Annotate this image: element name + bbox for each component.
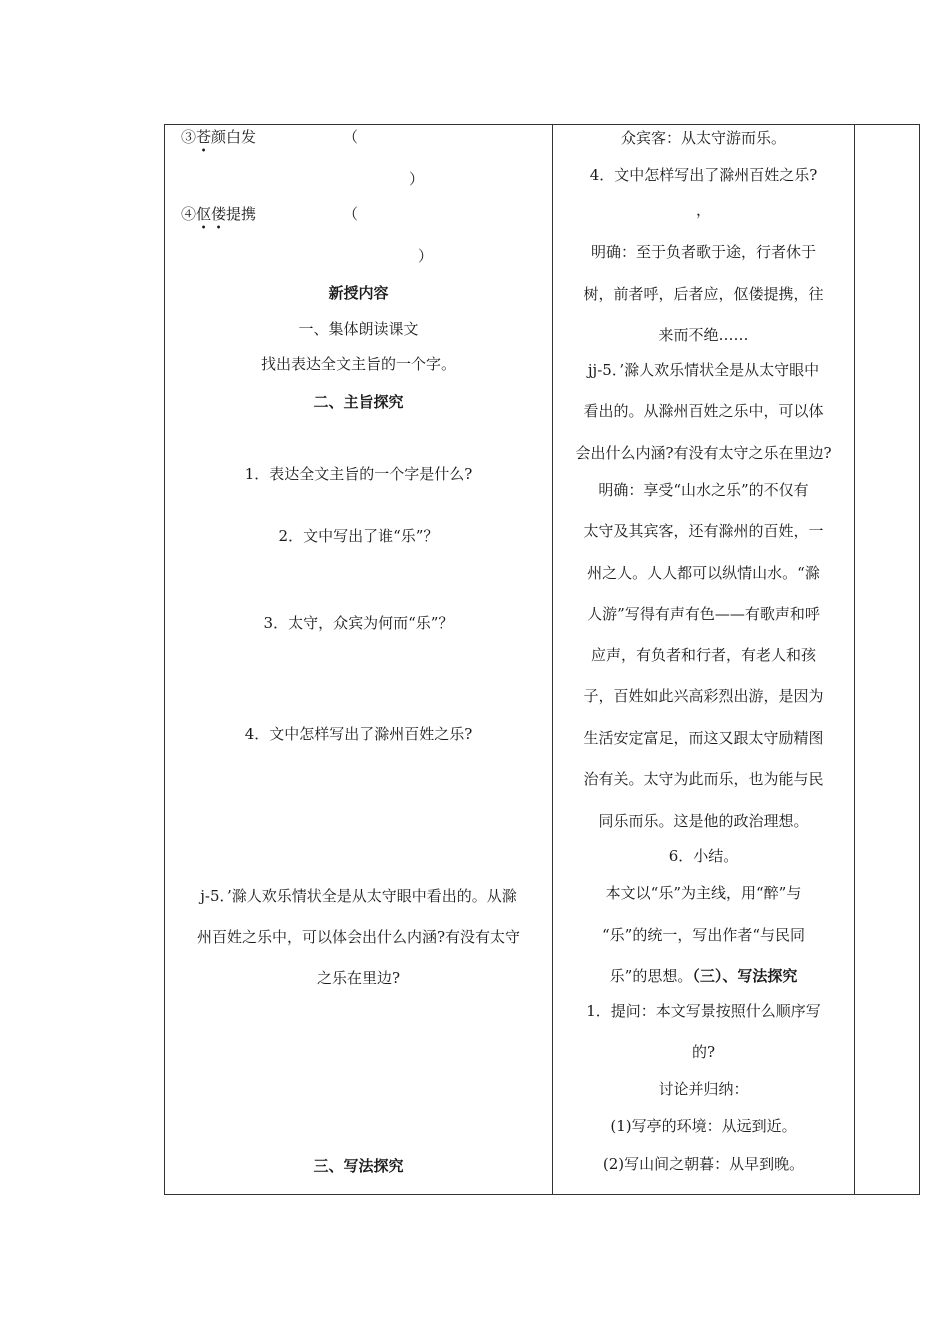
question-5-line: 之乐在里边? [316, 969, 401, 987]
answer-line: 树，前者呼，后者应，伛偻提携，往 [583, 285, 824, 303]
answer-line: 应声，有负者和行者，有老人和孩 [590, 646, 816, 664]
answer-line: 同乐而乐。这是他的政治理想。 [598, 812, 809, 830]
blank-paren-close: ） [418, 247, 434, 265]
vocab-item-3: ③苍颜白发 [181, 128, 257, 146]
answer-line: 1．提问：本文写景按照什么顺序写 [586, 1002, 821, 1020]
answer-line: 州之人。人人都可以纵情山水。“滁 [587, 564, 820, 582]
answer-line: “乐”的统一，写出作者“与民同 [601, 926, 805, 944]
answer-line: 会出什么内涵?有没有太守之乐在里边? [575, 444, 832, 462]
column-divider [854, 125, 855, 1194]
answer-line: 人游”写得有声有色——有歌声和呼 [587, 605, 820, 623]
answer-line: (1)写亭的环境：从远到近。 [610, 1117, 797, 1135]
question-4: 4．文中怎样写出了滁州百姓之乐? [244, 725, 473, 743]
answer-line: 来而不绝…… [658, 326, 749, 344]
question-3: 3．太守，众宾为何而“乐”？ [263, 614, 454, 632]
answer-line: 看出的。从滁州百姓之乐中，可以体 [583, 402, 824, 420]
answer-line: 6．小结。 [668, 847, 739, 865]
answer-line: jj-5．’滁人欢乐情状全是从太守眼中 [587, 361, 820, 379]
question-2: 2．文中写出了谁“乐”？ [278, 527, 439, 545]
answer-line: 的? [691, 1043, 716, 1061]
answer-line: 明确：至于负者歌于途，行者休于 [590, 243, 816, 261]
answer-line: 4．文中怎样写出了滁州百姓之乐? [589, 166, 818, 184]
answer-line: 众宾客：从太守游而乐。 [620, 129, 786, 147]
blank-paren-close: ） [409, 170, 425, 188]
answer-line: 子，百姓如此兴高彩烈出游，是因为 [583, 687, 824, 705]
answer-line: 乐”的思想。（三）、写法探究 [609, 967, 798, 985]
emphasis-char: 伛 [196, 205, 212, 223]
answer-line: 明确：享受“山水之乐”的不仅有 [598, 481, 809, 499]
section-heading: 新授内容 [328, 284, 389, 302]
answer-line: 本文以“乐”为主线，用“醉”与 [605, 884, 802, 902]
section-title: 二、主旨探究 [313, 393, 404, 411]
section-title: （三）、写法探究 [692, 967, 798, 985]
answer-line: 生活安定富足，而这又跟太守励精图 [583, 729, 824, 747]
section-title: 三、写法探究 [313, 1157, 404, 1175]
blank-paren-open: （ [343, 205, 359, 223]
vocab-item-4: ④伛偻提携 [181, 205, 257, 223]
section-title: 一、集体朗读课文 [298, 320, 419, 338]
blank-paren-open: （ [343, 128, 359, 146]
question-5-line: j-5．’滁人欢乐情状全是从太守眼中看出的。从滁 [200, 887, 517, 905]
lesson-table [164, 124, 920, 1195]
answer-line: ， [695, 201, 711, 219]
answer-line: 讨论并归纳： [658, 1080, 749, 1098]
task-text: 找出表达全文主旨的一个字。 [260, 355, 456, 373]
answer-line: (2)写山间之朝暮：从早到晚。 [602, 1155, 805, 1173]
answer-line: 治有关。太守为此而乐，也为能与民 [583, 770, 824, 788]
emphasis-char: 偻 [211, 205, 227, 223]
question-5-line: 州百姓之乐中，可以体会出什么内涵?有没有太守 [196, 928, 521, 946]
question-1: 1．表达全文主旨的一个字是什么? [244, 465, 473, 483]
emphasis-char: 苍 [196, 128, 212, 146]
answer-line: 太守及其宾客，还有滁州的百姓，一 [583, 522, 824, 540]
